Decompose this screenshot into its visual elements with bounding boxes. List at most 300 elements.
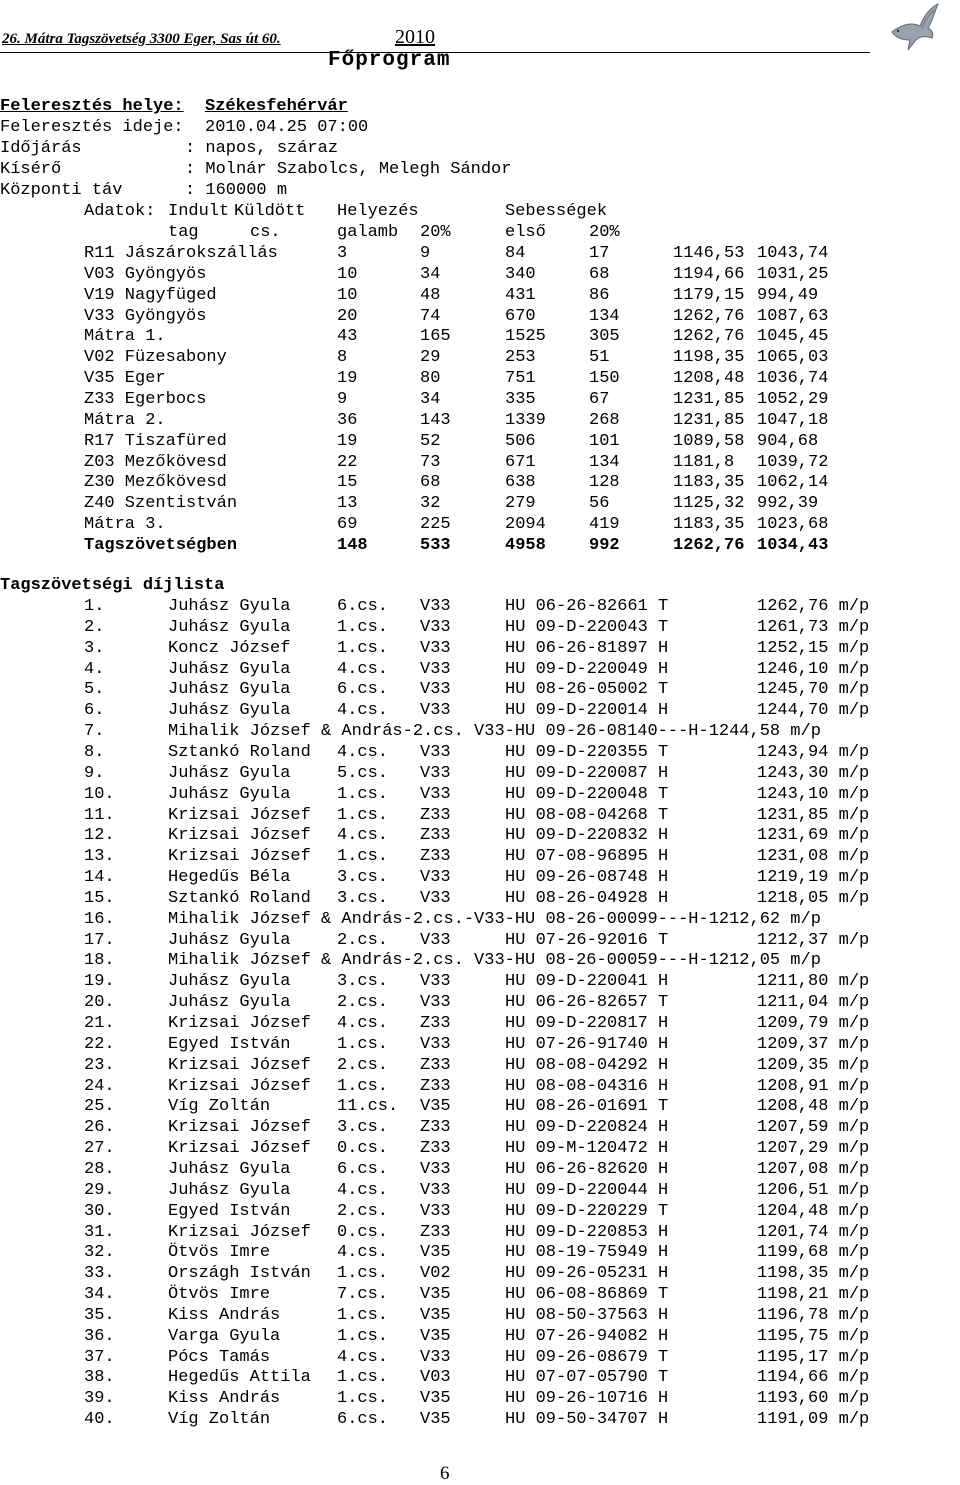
prize-cell: 1245,70 m/p — [757, 680, 870, 700]
stats-cell: 1231,85 — [673, 389, 745, 409]
stats-cell: R17 Tiszafüred — [84, 431, 227, 451]
prize-cell: 1.cs. — [337, 1326, 389, 1346]
prize-cell: HU 08-08-04316 H — [505, 1076, 669, 1096]
prize-cell: 2.cs. — [337, 1201, 389, 1221]
page-number: 6 — [440, 1463, 450, 1484]
prize-cell: V03 — [420, 1368, 451, 1388]
prize-cell: 21. — [84, 1014, 115, 1033]
prize-cell: 1196,78 m/p — [757, 1305, 870, 1325]
prize-cell: HU 08-26-04928 H — [505, 888, 669, 908]
prize-cell: 10. — [84, 784, 115, 804]
stats-cell: 335 — [505, 389, 536, 409]
stats-cell: 1146,53 — [673, 244, 745, 263]
prize-cell: 4.cs. — [337, 1014, 389, 1033]
escort-label: Kísérő — [0, 160, 62, 179]
stats-cell: 68 — [420, 473, 441, 493]
stats-cell: 305 — [589, 327, 620, 347]
prize-cell: 1208,91 m/p — [757, 1076, 870, 1096]
prize-cell: HU 08-26-05002 T — [505, 680, 669, 700]
prize-cell: 15. — [84, 888, 115, 908]
stats-cell: Tagszövetségben — [84, 535, 238, 555]
prize-cell: HU 09-D-220041 H — [505, 972, 669, 992]
stats-cell: 10 — [337, 285, 358, 305]
prize-cell: 1201,74 m/p — [757, 1222, 870, 1242]
stats-cell: 150 — [589, 369, 620, 389]
stats-cell: 4958 — [505, 535, 546, 555]
prize-cell: V33 — [420, 680, 451, 700]
prize-cell: 1195,17 m/p — [757, 1347, 870, 1367]
stats-cell: 419 — [589, 515, 620, 535]
stats-header-cell: Adatok: — [84, 202, 156, 221]
stats-cell: 67 — [589, 389, 610, 409]
stats-cell: 1525 — [505, 327, 546, 347]
prize-cell: V35 — [420, 1389, 451, 1409]
prize-cell: Ötvös Imre — [168, 1243, 271, 1263]
stats-cell: 19 — [337, 369, 358, 389]
prize-cell: 11.cs. — [337, 1097, 399, 1117]
stats-cell: 10 — [337, 264, 358, 284]
prize-cell: HU 09-D-220043 T — [505, 617, 669, 637]
prize-cell: HU 09-D-220817 H — [505, 1014, 669, 1033]
prize-cell: 16. — [84, 909, 115, 929]
prize-cell: Z33 — [420, 805, 451, 825]
stats-cell: 36 — [337, 410, 358, 430]
stats-cell: 52 — [420, 431, 441, 451]
stats-cell: Z40 Szentistván — [84, 494, 238, 514]
stats-cell: 84 — [505, 244, 526, 263]
prize-cell: HU 09-26-08679 T — [505, 1347, 669, 1367]
prize-cell: 1262,76 m/p — [757, 597, 870, 616]
prize-cell: Krizsai József — [168, 1055, 311, 1075]
prize-cell: HU 06-26-82620 H — [505, 1159, 669, 1179]
prize-cell: 33. — [84, 1264, 115, 1284]
stats-cell: 1062,14 — [757, 473, 829, 493]
prize-cell: 4.cs. — [337, 659, 389, 679]
prize-cell: 6.cs. — [337, 680, 389, 700]
prize-cell: Víg Zoltán — [168, 1097, 271, 1117]
prize-cell: V35 — [420, 1243, 451, 1263]
prize-cell: V33 — [420, 638, 451, 658]
prize-cell: Juhász Gyula — [168, 680, 291, 700]
stats-cell: 1125,32 — [673, 494, 745, 514]
stats-cell: 751 — [505, 369, 536, 389]
prize-cell: HU 08-08-04292 H — [505, 1055, 669, 1075]
prize-cell: V33 — [420, 1034, 451, 1054]
prize-cell: 1209,37 m/p — [757, 1034, 870, 1054]
prize-cell: Krizsai József — [168, 1139, 311, 1159]
prize-cell: Mihalik József & András-2.cs.-V33-HU 08-26-00099---H-1212,62 m/p — [168, 909, 821, 929]
stats-header-cell: cs. — [250, 223, 281, 242]
distance-label: Központi táv — [0, 181, 123, 200]
prize-cell: 1.cs. — [337, 1264, 389, 1284]
prize-cell: 1.cs. — [337, 805, 389, 825]
stats-cell: 904,68 — [757, 431, 819, 451]
prize-cell: V33 — [420, 1159, 451, 1179]
stats-cell: 1181,8 — [673, 452, 735, 472]
prize-cell: 1219,19 m/p — [757, 868, 870, 888]
prize-cell: HU 09-26-10716 H — [505, 1389, 669, 1409]
prize-cell: 1211,80 m/p — [757, 972, 870, 992]
stats-cell: 1179,15 — [673, 285, 745, 305]
prize-cell: 1195,75 m/p — [757, 1326, 870, 1346]
prize-cell: Juhász Gyula — [168, 763, 291, 783]
stats-cell: 13 — [337, 494, 358, 514]
stats-cell: 80 — [420, 369, 441, 389]
prize-cell: 1199,68 m/p — [757, 1243, 870, 1263]
stats-cell: 86 — [589, 285, 610, 305]
prize-cell: V35 — [420, 1326, 451, 1346]
stats-cell: Z03 Mezőkövesd — [84, 452, 227, 472]
stats-cell: 29 — [420, 348, 441, 368]
prize-cell: HU 07-07-05790 T — [505, 1368, 669, 1388]
prize-cell: 2.cs. — [337, 1055, 389, 1075]
stats-header-cell: első — [505, 223, 546, 242]
prize-cell: 13. — [84, 847, 115, 867]
prize-cell: 1.cs. — [337, 638, 389, 658]
stats-cell: 638 — [505, 473, 536, 493]
prize-cell: 4.cs. — [337, 1243, 389, 1263]
prize-cell: Varga Gyula — [168, 1326, 281, 1346]
prize-cell: 7. — [84, 722, 105, 742]
stats-cell: 506 — [505, 431, 536, 451]
prize-cell: Mihalik József & András-2.cs. V33-HU 09-26-08140---H-1244,58 m/p — [168, 722, 821, 742]
prize-cell: 5. — [84, 680, 105, 700]
prize-cell: 6. — [84, 701, 105, 721]
prize-cell: V33 — [420, 1201, 451, 1221]
stats-cell: 340 — [505, 264, 536, 284]
prize-cell: 0.cs. — [337, 1222, 389, 1242]
prize-cell: HU 09-D-220048 T — [505, 784, 669, 804]
release-time-value: 2010.04.25 07:00 — [205, 118, 369, 137]
prize-cell: 4. — [84, 659, 105, 679]
release-time-label: Feleresztés ideje: — [0, 118, 184, 137]
stats-cell: 69 — [337, 515, 358, 535]
prize-cell: 3.cs. — [337, 1118, 389, 1138]
stats-cell: 143 — [420, 410, 451, 430]
prize-cell: V33 — [420, 993, 451, 1013]
prize-cell: 30. — [84, 1201, 115, 1221]
prize-cell: 0.cs. — [337, 1139, 389, 1159]
prize-cell: 1193,60 m/p — [757, 1389, 870, 1409]
prize-cell: Koncz József — [168, 638, 291, 658]
prize-cell: Sztankó Roland — [168, 888, 311, 908]
stats-cell: 165 — [420, 327, 451, 347]
stats-cell: 1231,85 — [673, 410, 745, 430]
prize-cell: 19. — [84, 972, 115, 992]
prize-cell: Kiss András — [168, 1389, 281, 1409]
prize-cell: 8. — [84, 742, 105, 762]
prize-cell: Z33 — [420, 1222, 451, 1242]
prize-cell: 32. — [84, 1243, 115, 1263]
prize-cell: 1206,51 m/p — [757, 1180, 870, 1200]
stats-cell: Mátra 3. — [84, 515, 166, 535]
prize-cell: 3.cs. — [337, 888, 389, 908]
prize-cell: HU 06-08-86869 T — [505, 1285, 669, 1305]
escort-value: : Molnár Szabolcs, Melegh Sándor — [185, 160, 512, 179]
prize-cell: 2. — [84, 617, 105, 637]
prize-cell: 1243,10 m/p — [757, 784, 870, 804]
prize-cell: Egyed István — [168, 1034, 291, 1054]
prize-cell: 18. — [84, 951, 115, 971]
prize-cell: 26. — [84, 1118, 115, 1138]
prize-cell: HU 07-26-92016 T — [505, 930, 669, 950]
prize-cell: 1246,10 m/p — [757, 659, 870, 679]
prize-cell: 6.cs. — [337, 597, 389, 616]
stats-cell: 431 — [505, 285, 536, 305]
stats-cell: 56 — [589, 494, 610, 514]
stats-cell: 19 — [337, 431, 358, 451]
stats-cell: 17 — [589, 244, 610, 263]
stats-cell: 3 — [337, 244, 348, 263]
prize-cell: 1198,35 m/p — [757, 1264, 870, 1284]
prize-cell: Z33 — [420, 847, 451, 867]
stats-cell: V33 Gyöngyös — [84, 306, 207, 326]
stats-cell: 1339 — [505, 410, 546, 430]
prize-cell: 9. — [84, 763, 105, 783]
prize-cell: 1244,70 m/p — [757, 701, 870, 721]
release-place-label: Feleresztés helye: — [0, 97, 184, 116]
prize-cell: 20. — [84, 993, 115, 1013]
stats-cell: 992 — [589, 535, 620, 555]
prize-cell: V35 — [420, 1097, 451, 1117]
stats-cell: 34 — [420, 264, 441, 284]
prize-cell: V33 — [420, 1347, 451, 1367]
prize-cell: HU 09-D-220824 H — [505, 1118, 669, 1138]
prize-cell: Z33 — [420, 1139, 451, 1159]
stats-cell: 671 — [505, 452, 536, 472]
stats-cell: R11 Jászárokszállás — [84, 244, 278, 263]
prize-cell: 1194,66 m/p — [757, 1368, 870, 1388]
prize-cell: Z33 — [420, 1076, 451, 1096]
weather-value: : napos, száraz — [185, 139, 339, 158]
stats-cell: V02 Füzesabony — [84, 348, 227, 368]
stats-cell: Mátra 2. — [84, 410, 166, 430]
stats-cell: 134 — [589, 306, 620, 326]
prize-cell: 1207,29 m/p — [757, 1139, 870, 1159]
prize-cell: Juhász Gyula — [168, 972, 291, 992]
prize-cell: 1209,35 m/p — [757, 1055, 870, 1075]
prize-cell: V33 — [420, 617, 451, 637]
prize-cell: Krizsai József — [168, 805, 311, 825]
prize-cell: 24. — [84, 1076, 115, 1096]
prize-cell: Juhász Gyula — [168, 659, 291, 679]
prize-cell: Krizsai József — [168, 1222, 311, 1242]
prize-cell: HU 09-D-220014 H — [505, 701, 669, 721]
prize-cell: Juhász Gyula — [168, 701, 291, 721]
prize-cell: V33 — [420, 701, 451, 721]
prize-cell: V33 — [420, 763, 451, 783]
prize-cell: V35 — [420, 1410, 451, 1430]
prize-cell: 1.cs. — [337, 617, 389, 637]
prize-cell: HU 09-M-120472 H — [505, 1139, 669, 1159]
stats-cell: 1052,29 — [757, 389, 829, 409]
prize-cell: 1.cs. — [337, 1389, 389, 1409]
prize-list-title: Tagszövetségi díjlista — [0, 576, 225, 595]
release-place-value: Székesfehérvár — [205, 97, 348, 116]
stats-cell: 15 — [337, 473, 358, 493]
stats-cell: 9 — [420, 244, 431, 263]
prize-cell: Kiss András — [168, 1305, 281, 1325]
stats-cell: V03 Gyöngyös — [84, 264, 207, 284]
stats-cell: 134 — [589, 452, 620, 472]
prize-cell: 1191,09 m/p — [757, 1410, 870, 1430]
prize-cell: Juhász Gyula — [168, 930, 291, 950]
prize-cell: 1.cs. — [337, 1305, 389, 1325]
stats-cell: 1262,76 — [673, 327, 745, 347]
prize-cell: V02 — [420, 1264, 451, 1284]
prize-cell: HU 09-26-08748 H — [505, 868, 669, 888]
stats-cell: 1043,74 — [757, 244, 829, 263]
prize-cell: 17. — [84, 930, 115, 950]
prize-cell: HU 09-50-34707 H — [505, 1410, 669, 1430]
prize-cell: Krizsai József — [168, 847, 311, 867]
prize-cell: Hegedűs Béla — [168, 868, 291, 888]
prize-cell: 14. — [84, 868, 115, 888]
prize-cell: HU 08-08-04268 T — [505, 805, 669, 825]
stats-cell: 8 — [337, 348, 348, 368]
prize-cell: 4.cs. — [337, 742, 389, 762]
stats-cell: 73 — [420, 452, 441, 472]
prize-cell: 1.cs. — [337, 1076, 389, 1096]
stats-cell: 148 — [337, 535, 368, 555]
prize-cell: Sztankó Roland — [168, 742, 311, 762]
stats-cell: Z33 Egerbocs — [84, 389, 207, 409]
stats-cell: 74 — [420, 306, 441, 326]
prize-cell: 1.cs. — [337, 1034, 389, 1054]
prize-cell: Juhász Gyula — [168, 1159, 291, 1179]
prize-cell: 1207,59 m/p — [757, 1118, 870, 1138]
prize-cell: 1243,94 m/p — [757, 742, 870, 762]
prize-cell: Juhász Gyula — [168, 597, 291, 616]
stats-cell: 992,39 — [757, 494, 819, 514]
stats-cell: 68 — [589, 264, 610, 284]
stats-cell: 1031,25 — [757, 264, 829, 284]
prize-cell: V33 — [420, 972, 451, 992]
prize-cell: 27. — [84, 1139, 115, 1159]
prize-cell: 34. — [84, 1285, 115, 1305]
prize-cell: 4.cs. — [337, 1347, 389, 1367]
prize-cell: V33 — [420, 597, 451, 616]
prize-cell: HU 09-D-220355 T — [505, 742, 669, 762]
prize-cell: 4.cs. — [337, 826, 389, 846]
prize-cell: 1261,73 m/p — [757, 617, 870, 637]
prize-cell: HU 09-D-220049 H — [505, 659, 669, 679]
prize-cell: 23. — [84, 1055, 115, 1075]
stats-header-cell: 20% — [589, 223, 620, 242]
prize-cell: V33 — [420, 888, 451, 908]
stats-cell: 20 — [337, 306, 358, 326]
prize-cell: V33 — [420, 868, 451, 888]
prize-cell: 1.cs. — [337, 1368, 389, 1388]
stats-cell: V19 Nagyfüged — [84, 285, 217, 305]
prize-cell: 5.cs. — [337, 763, 389, 783]
prize-cell: 1209,79 m/p — [757, 1014, 870, 1033]
prize-cell: 1208,48 m/p — [757, 1097, 870, 1117]
stats-header-cell: galamb — [337, 223, 399, 242]
prize-cell: 7.cs. — [337, 1285, 389, 1305]
stats-header-cell: Indult — [168, 202, 230, 221]
prize-cell: Pócs Tamás — [168, 1347, 271, 1367]
prize-cell: 1231,69 m/p — [757, 826, 870, 846]
stats-cell: 1183,35 — [673, 515, 745, 535]
stats-cell: 34 — [420, 389, 441, 409]
stats-cell: 1262,76 — [673, 535, 745, 555]
prize-cell: V35 — [420, 1285, 451, 1305]
stats-cell: 253 — [505, 348, 536, 368]
prize-cell: 12. — [84, 826, 115, 846]
stats-cell: 1047,18 — [757, 410, 829, 430]
prize-cell: HU 09-D-220087 H — [505, 763, 669, 783]
stats-cell: 1034,43 — [757, 535, 829, 555]
prize-cell: Egyed István — [168, 1201, 291, 1221]
prize-cell: Krizsai József — [168, 826, 311, 846]
stats-cell: 101 — [589, 431, 620, 451]
prize-cell: 29. — [84, 1180, 115, 1200]
stats-cell: V35 Eger — [84, 369, 166, 389]
prize-cell: V33 — [420, 1180, 451, 1200]
prize-cell: 37. — [84, 1347, 115, 1367]
prize-cell: 2.cs. — [337, 930, 389, 950]
stats-header-cell: 20% — [420, 223, 451, 242]
prize-cell: V33 — [420, 742, 451, 762]
stats-header-cell: tag — [168, 223, 199, 242]
stats-cell: 9 — [337, 389, 348, 409]
prize-cell: HU 07-26-91740 H — [505, 1034, 669, 1054]
prize-cell: HU 09-D-220853 H — [505, 1222, 669, 1242]
prize-cell: HU 08-26-01691 T — [505, 1097, 669, 1117]
stats-cell: 48 — [420, 285, 441, 305]
page-header — [0, 24, 960, 84]
prize-cell: V33 — [420, 784, 451, 804]
stats-header-row-2 — [0, 223, 620, 244]
prize-cell: 11. — [84, 805, 115, 825]
prize-cell: Z33 — [420, 1014, 451, 1033]
prize-cell: Krizsai József — [168, 1118, 311, 1138]
stats-header-row-1 — [0, 202, 608, 223]
prize-cell: 1231,85 m/p — [757, 805, 870, 825]
prize-cell: V35 — [420, 1305, 451, 1325]
prize-cell: 1218,05 m/p — [757, 888, 870, 908]
prize-cell: 39. — [84, 1389, 115, 1409]
weather-label: Időjárás — [0, 139, 82, 158]
stats-cell: 128 — [589, 473, 620, 493]
dove-icon — [888, 2, 940, 52]
stats-cell: 51 — [589, 348, 610, 368]
stats-cell: 32 — [420, 494, 441, 514]
distance-value: : 160000 m — [185, 181, 288, 200]
prize-cell: HU 09-D-220832 H — [505, 826, 669, 846]
prize-cell: Z33 — [420, 826, 451, 846]
stats-cell: 279 — [505, 494, 536, 514]
prize-cell: 22. — [84, 1034, 115, 1054]
stats-cell: 1208,48 — [673, 369, 745, 389]
stats-cell: 1065,03 — [757, 348, 829, 368]
prize-cell: HU 08-50-37563 H — [505, 1305, 669, 1325]
prize-cell: 31. — [84, 1222, 115, 1242]
prize-cell: HU 09-26-05231 H — [505, 1264, 669, 1284]
prize-cell: 1.cs. — [337, 847, 389, 867]
prize-cell: 1207,08 m/p — [757, 1159, 870, 1179]
prize-cell: Z33 — [420, 1055, 451, 1075]
prize-cell: HU 06-26-81897 H — [505, 638, 669, 658]
stats-cell: 1194,66 — [673, 264, 745, 284]
prize-cell: HU 09-D-220229 T — [505, 1201, 669, 1221]
stats-cell: 1198,35 — [673, 348, 745, 368]
prize-cell: HU 08-19-75949 H — [505, 1243, 669, 1263]
stats-cell: 1089,58 — [673, 431, 745, 451]
prize-cell: 3.cs. — [337, 972, 389, 992]
prize-cell: 1231,08 m/p — [757, 847, 870, 867]
